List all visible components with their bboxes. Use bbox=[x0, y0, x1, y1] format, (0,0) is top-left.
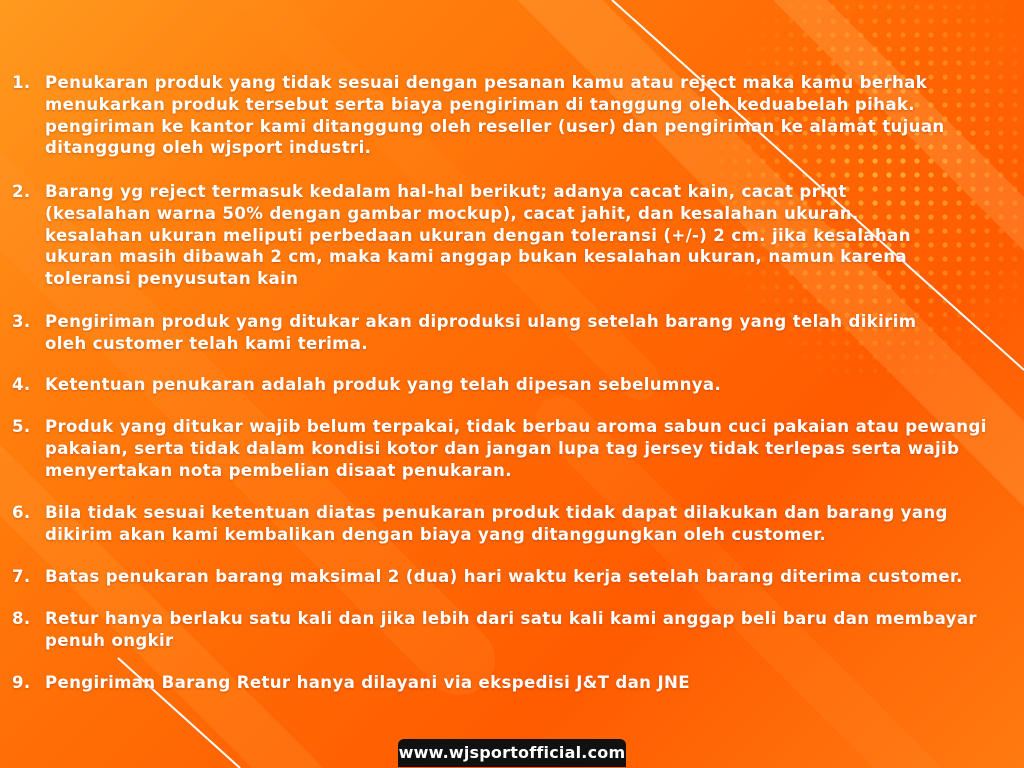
website-url-badge: www.wjsportofficial.com bbox=[398, 739, 626, 767]
rule-number: 5. bbox=[12, 417, 31, 436]
rule-number: 6. bbox=[12, 503, 31, 522]
rule-text: Produk yang ditukar wajib belum terpakai, tidak berbau aroma sabun cuci pakaian atau pewangi pakaian, serta tidak dalam kondisi kotor dan jangan lupa tag jersey tidak terlepas serta wajib menyertakan nota pembelian disaat penukaran. bbox=[45, 417, 987, 480]
rule-text: Pengiriman Barang Retur hanya dilayani via ekspedisi J&T dan JNE bbox=[45, 673, 690, 692]
rule-number: 7. bbox=[12, 567, 31, 586]
rule-number: 1. bbox=[12, 73, 31, 92]
rule-text: Pengiriman produk yang ditukar akan diproduksi ulang setelah barang yang telah dikirim oleh customer telah kami terima. bbox=[45, 312, 917, 353]
rule-number: 3. bbox=[12, 312, 31, 331]
rule-text: Batas penukaran barang maksimal 2 (dua) hari waktu kerja setelah barang diterima customer. bbox=[45, 567, 963, 586]
rule-text: Bila tidak sesuai ketentuan diatas penukaran produk tidak dapat dilakukan dan barang yang dikirim akan kami kembalikan dengan biaya yang ditanggungkan oleh customer. bbox=[45, 503, 948, 544]
rule-number: 2. bbox=[12, 182, 31, 201]
rule-text: Penukaran produk yang tidak sesuai dengan pesanan kamu atau reject maka kamu berhak menukarkan produk tersebut serta biaya pengiriman di tanggung oleh keduabelah pihak. pengiriman ke kantor kami ditanggung oleh reseller (user) dan pengiriman ke alamat tujuan ditanggung oleh wjsport industri. bbox=[45, 73, 945, 158]
rule-text: Barang yg reject termasuk kedalam hal-hal berikut; adanya cacat kain, cacat print (kesalahan warna 50% dengan gambar mockup), cacat jahit, dan kesalahan ukuran. kesalahan ukuran meliputi perbedaan ukuran dengan toleransi (+/-) 2 cm. jika kesalahan ukuran masih dibawah 2 cm, maka kami anggap bukan kesalahan ukuran, namun karena toleransi penyusutan kain bbox=[45, 182, 911, 289]
rule-number: 4. bbox=[12, 375, 31, 394]
rule-number: 8. bbox=[12, 609, 31, 628]
rule-text: Retur hanya berlaku satu kali dan jika lebih dari satu kali kami anggap beli baru dan membayar penuh ongkir bbox=[45, 609, 977, 650]
rule-text: Ketentuan penukaran adalah produk yang telah dipesan sebelumnya. bbox=[45, 375, 722, 394]
rule-number: 9. bbox=[12, 673, 31, 692]
